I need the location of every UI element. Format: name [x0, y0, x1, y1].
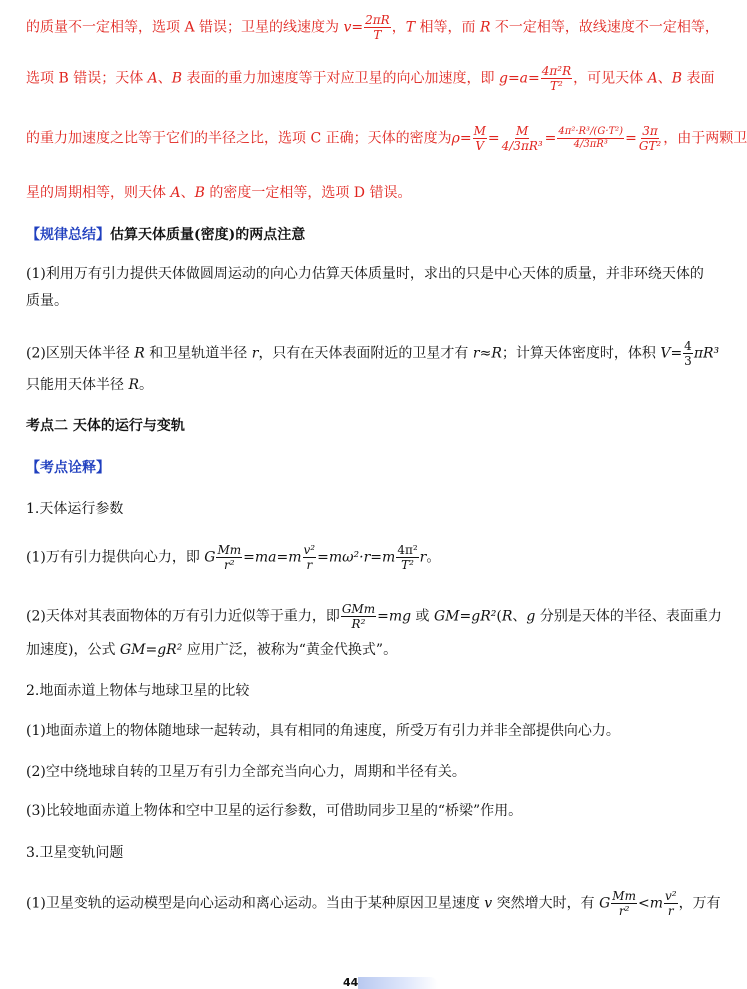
- separator: 、: [512, 608, 527, 625]
- text: ，: [391, 19, 406, 36]
- var-A: A: [647, 70, 658, 87]
- denominator: 4/3πR³: [501, 139, 543, 153]
- numerator: Mm: [217, 543, 242, 557]
- fraction-4-over-3: [683, 340, 693, 367]
- text: 的密度一定相等，选项 D 错误。: [204, 185, 412, 201]
- fraction-M-over-V: [473, 125, 487, 152]
- fraction-4pi2R-over-T2: [541, 65, 572, 92]
- var-a: a: [519, 70, 529, 87]
- fraction-v2-over-r: [664, 890, 678, 917]
- numerator: 3π: [642, 124, 658, 138]
- text: ，只有在天体表面附近的卫星才有: [258, 345, 473, 362]
- var-R: R: [501, 608, 513, 625]
- text: 相等，而: [415, 19, 480, 36]
- denominator: r: [306, 558, 313, 572]
- text: (1)卫星变轨的运动模型是向心运动和离心运动。当由于某种原因卫星速度: [26, 895, 485, 912]
- var-v: v: [484, 895, 493, 912]
- var-G: G: [204, 549, 216, 566]
- item-1-1: [26, 544, 703, 571]
- period: 。: [426, 549, 441, 566]
- numerator: M: [473, 124, 486, 138]
- GM: GM: [119, 642, 146, 658]
- text: 星的周期相等，则天体: [26, 185, 171, 201]
- var-T: T: [405, 19, 416, 36]
- answer-line-4: [26, 183, 703, 203]
- rule-item-2: [26, 339, 720, 368]
- text: (2)天体对其表面物体的万有引力近似等于重力，即: [26, 608, 340, 625]
- rule-item-1-cont: [26, 291, 703, 311]
- text: ，万有: [678, 895, 721, 912]
- explanation-tag: 【考点诠释】: [26, 460, 110, 476]
- text: 和卫星轨道半径: [144, 345, 252, 362]
- var-B: B: [171, 70, 183, 87]
- answer-line-2: [26, 64, 715, 93]
- equals: =: [670, 345, 683, 362]
- answer-line-1: [26, 13, 719, 42]
- page-footer: [0, 974, 727, 989]
- var-G: G: [599, 895, 611, 912]
- fraction-4pi2-over-T2: [396, 544, 418, 571]
- denominator: GT²: [638, 139, 662, 153]
- answer-line-3: [26, 124, 747, 153]
- item-2-3: (3)比较地面赤道上物体和空中卫星的运行参数，可借助同步卫星的“桥梁”作用。: [26, 803, 523, 819]
- numerator: M: [516, 124, 529, 138]
- denominator: R²: [351, 617, 366, 631]
- equals: =: [145, 642, 158, 658]
- var-g: g: [498, 70, 508, 87]
- var-m: m: [382, 549, 396, 566]
- item-2-2: (2)空中绕地球自转的卫星万有引力全部充当向心力，周期和半径有关。: [26, 764, 466, 780]
- denominator: r²: [224, 558, 235, 572]
- text: 表面: [682, 70, 715, 87]
- numerator: 4π²R: [541, 64, 572, 78]
- text: 或: [411, 608, 434, 625]
- text: 的重力加速度之比等于它们的半径之比，选项 C 正确；天体的密度为: [26, 130, 452, 147]
- var-m: m: [288, 549, 302, 566]
- numerator: 2πR: [365, 13, 390, 27]
- text: 不一定相等，故线速度不一定相等，: [490, 19, 719, 36]
- r-approx-R: r≈R: [472, 345, 502, 362]
- text: 加速度)，公式: [26, 642, 120, 658]
- gR2: gR²: [157, 642, 183, 658]
- heading-2: 2.地面赤道上物体与地球卫星的比较: [26, 683, 250, 699]
- rule-tag: 【规律总结】: [26, 227, 110, 243]
- equals: =: [317, 549, 329, 566]
- denominator: 3: [684, 354, 692, 368]
- denominator: r: [667, 904, 674, 918]
- numerator: 4π²·R³/(G·T²): [558, 126, 624, 137]
- pi-R-cubed: πR³: [693, 345, 720, 362]
- var-B: B: [194, 185, 205, 201]
- text: 的质量不一定相等，选项 A 错误；卫星的线速度为: [26, 19, 344, 36]
- fraction-3pi-over-GT2: [638, 125, 662, 152]
- var-r: r: [251, 345, 259, 362]
- text: 只能用天体半径: [26, 377, 129, 393]
- ma: ma: [254, 549, 277, 566]
- var-g: g: [526, 608, 536, 625]
- var-B: B: [671, 70, 683, 87]
- text: ，可见天体: [573, 70, 648, 87]
- text: (: [496, 608, 502, 625]
- numerator: v²: [303, 543, 316, 557]
- denominator: T²: [550, 79, 563, 93]
- text: (1)利用万有引力提供天体做圆周运动的向心力估算天体质量时，求出的只是中心天体的质量，并非环绕天体的: [26, 266, 704, 282]
- denominator: r²: [618, 904, 630, 918]
- less-than: <: [637, 895, 650, 912]
- var-m: m: [649, 895, 663, 912]
- text: (1)万有引力提供向心力，即: [26, 549, 205, 566]
- var-A: A: [170, 185, 181, 201]
- GM: GM: [434, 608, 460, 625]
- heading-3: 3.卫星变轨问题: [26, 845, 124, 861]
- var-R: R: [128, 377, 139, 393]
- text: 质量。: [26, 293, 68, 309]
- equals: =: [351, 19, 364, 36]
- separator: 、: [657, 70, 672, 87]
- equals: =: [487, 130, 500, 147]
- var-rho: ρ: [451, 130, 460, 147]
- rule-item-2-cont: [26, 375, 703, 395]
- item-1-2-cont: [26, 640, 703, 660]
- var-A: A: [147, 70, 158, 87]
- fraction-Mm-over-r2: [216, 544, 242, 571]
- var-r: r: [419, 549, 427, 566]
- numerator: GMm: [341, 602, 376, 616]
- rule-item-1: [26, 264, 703, 284]
- heading-1: 1.天体运行参数: [26, 501, 124, 517]
- text: 选项 B 错误；天体: [26, 70, 148, 87]
- denominator: T²: [401, 558, 414, 572]
- numerator: v²: [664, 889, 677, 903]
- var-R: R: [134, 345, 145, 362]
- equals: =: [459, 608, 472, 625]
- fraction-2piR-over-T: [364, 14, 391, 41]
- equals: =: [243, 549, 255, 566]
- fraction-v2-over-r: [303, 544, 317, 571]
- text: ；计算天体密度时，体积: [501, 345, 661, 362]
- numerator: 4π²: [397, 543, 418, 557]
- text: 分别是天体的半径、表面重力: [535, 608, 722, 625]
- mg: mg: [388, 608, 412, 625]
- text: 表面的重力加速度等于对应卫星的向心加速度，即: [182, 70, 499, 87]
- separator: 、: [180, 185, 195, 201]
- text: 。: [139, 377, 153, 393]
- var-v: v: [343, 19, 352, 36]
- numerator: Mm: [612, 889, 636, 903]
- page-number: 44: [343, 976, 359, 989]
- numerator: 4: [684, 339, 692, 353]
- text: (2)区别天体半径: [26, 345, 135, 362]
- equals: =: [625, 130, 637, 147]
- equals: =: [544, 130, 557, 147]
- rule-title: 估算天体质量(密度)的两点注意: [110, 227, 306, 243]
- equals: =: [507, 70, 520, 87]
- var-R: R: [479, 19, 491, 36]
- equals: =: [459, 130, 472, 147]
- denominator: V: [475, 139, 485, 153]
- m-omega2-r: mω²·r: [328, 549, 371, 566]
- fraction-GMm-over-R2: [341, 603, 376, 630]
- separator: 、: [157, 70, 172, 87]
- item-2-1: (1)地面赤道上的物体随地球一起转动，具有相同的角速度，所受万有引力并非全部提供向心力。: [26, 723, 620, 739]
- text: 突然增大时，有: [492, 895, 600, 912]
- fraction-Mm-over-r2: [611, 890, 637, 917]
- fraction-compound: [557, 127, 624, 150]
- equals: =: [276, 549, 289, 566]
- gR2: gR²: [471, 608, 497, 625]
- fraction-M-over-volume: [501, 125, 544, 152]
- equals: =: [528, 70, 540, 87]
- text: 应用广泛，被称为“黄金代换式”。: [182, 642, 398, 658]
- rule-summary-heading: [26, 225, 703, 245]
- text: ，由于两颗卫: [663, 130, 747, 147]
- section-title: 考点二 天体的运行与变轨: [26, 418, 185, 434]
- equals: =: [370, 549, 383, 566]
- denominator: 4/3πR³: [573, 139, 608, 150]
- item-1-2: [26, 602, 722, 631]
- page-decoration: [358, 977, 438, 989]
- denominator: T: [373, 28, 382, 42]
- var-V: V: [660, 345, 671, 362]
- item-3-1: [26, 889, 721, 918]
- equals: =: [377, 608, 389, 625]
